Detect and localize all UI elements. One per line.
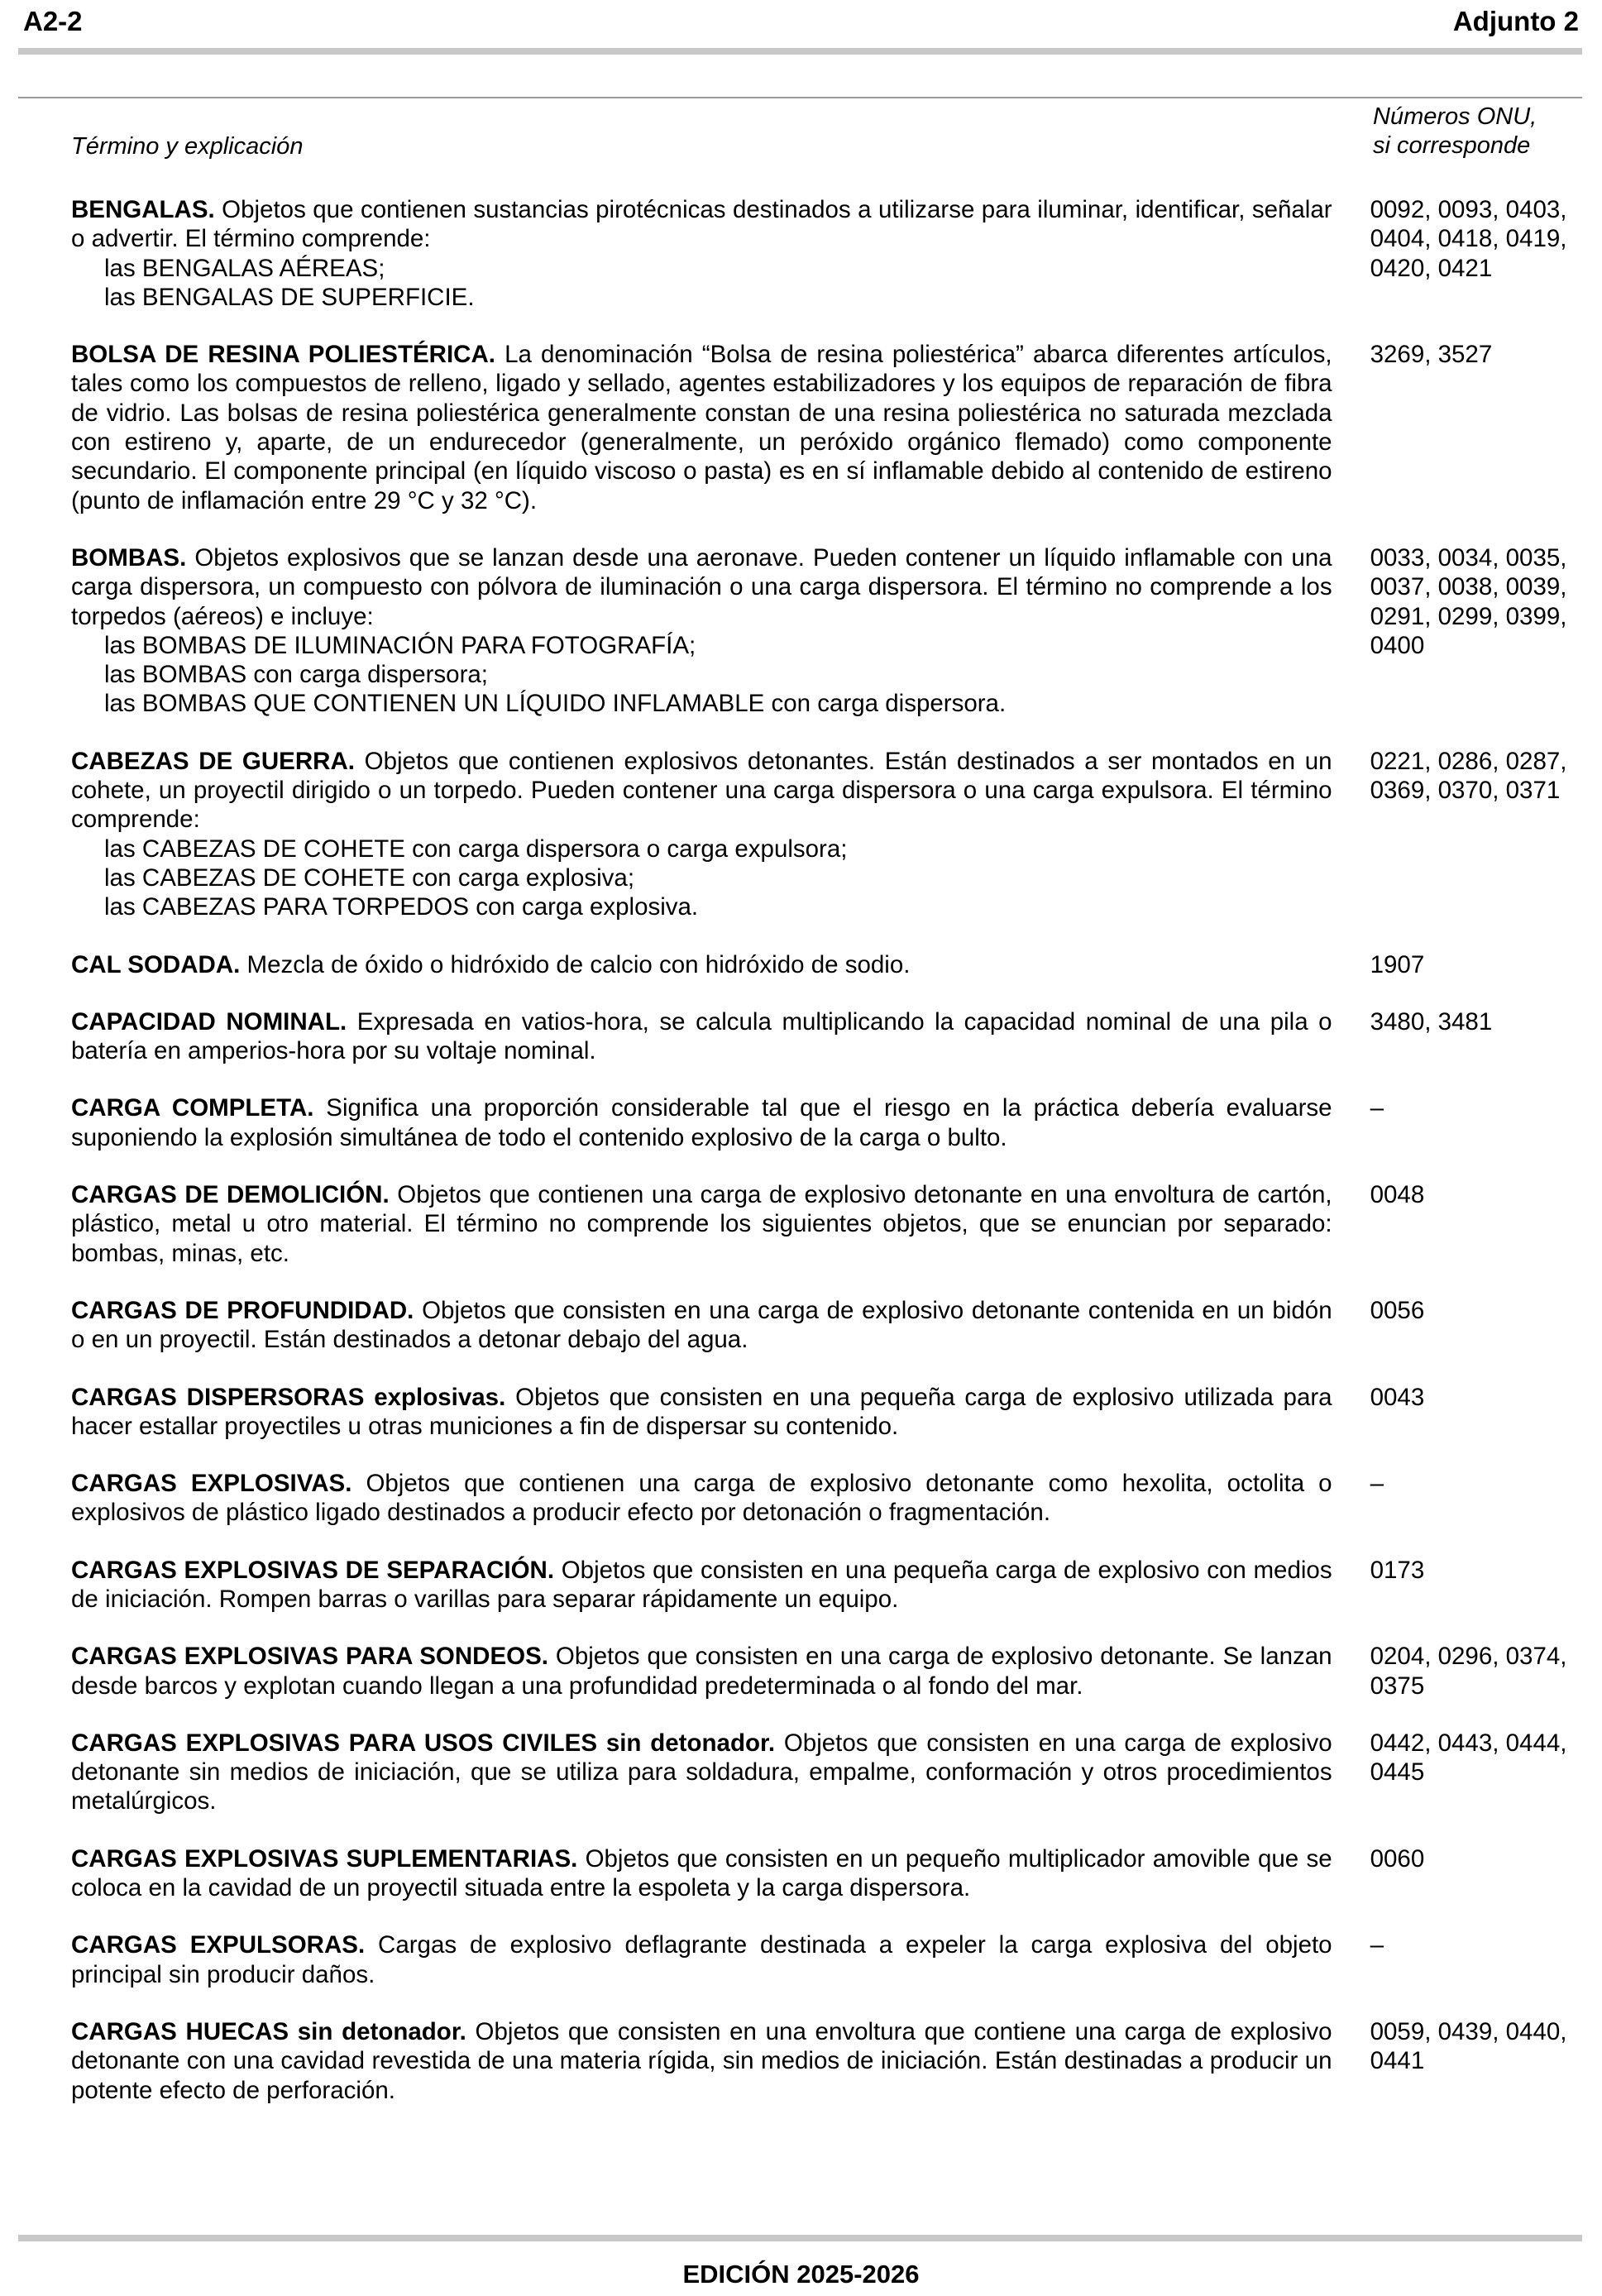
glossary-entry (71, 747, 1593, 922)
entry-term: CARGAS DISPERSORAS explosivas. (71, 1383, 506, 1411)
entry-term: CARGAS DE DEMOLICIÓN. (71, 1181, 390, 1209)
glossary-entry (71, 1556, 1593, 1614)
entry-description (71, 340, 1332, 515)
un-numbers: 0043 (1370, 1383, 1425, 1411)
un-numbers: – (1370, 1470, 1384, 1498)
entry-explanation: Objetos que consisten en un pequeño multiplicador amovible que se coloca en la cavidad de un proyectil situada entre la espoleta y la carga dispersora. (71, 1844, 1332, 1902)
entry-sub-item: las BOMBAS con carga dispersora; (104, 661, 489, 689)
term-column-heading: Término y explicación (71, 133, 304, 160)
glossary-entry (71, 340, 1593, 515)
glossary-entry (71, 1296, 1593, 1355)
edition-footer: EDICIÓN 2025-2026 (682, 2260, 920, 2289)
entry-term: BOLSA DE RESINA POLIESTÉRICA. (71, 341, 495, 369)
un-numbers: 0056 (1370, 1296, 1425, 1324)
glossary-entry (71, 1642, 1593, 1700)
glossary-entry (71, 1844, 1593, 1903)
entry-term: CARGAS EXPLOSIVAS PARA SONDEOS. (71, 1643, 548, 1671)
entry-explanation: Objetos que consisten en una carga de explosivo detonante contenida en un bidón o en un proyectil. Están destinados a detonar debajo del agua. (71, 1296, 1332, 1354)
entry-description (71, 543, 1332, 719)
entry-explanation: Objetos que contienen una carga de explosivo detonante como hexolita, octolita o explosivos de plástico ligado destinados a producir efecto por detonación o fragmentación. (71, 1470, 1332, 1527)
entry-explanation: Objetos que consisten en una pequeña carga de explosivo utilizada para hacer estallar proyectiles u otras municiones a fin de dispersar su contenido. (71, 1383, 1332, 1440)
entry-explanation: Objetos que consisten en una pequeña carga de explosivo con medios de iniciación. Rompen barras o varillas para separar rápidamente un equipo. (71, 1556, 1332, 1613)
entry-explanation: Expresada en vatios-hora, se calcula multiplicando la capacidad nominal de una pila o batería en amperios-hora por su voltaje nominal. (71, 1007, 1332, 1065)
entry-explanation: Cargas de explosivo deflagrante destinada a expeler la carga explosiva del objeto principal sin producir daños. (71, 1931, 1332, 1988)
entry-term: BOMBAS. (71, 543, 187, 572)
un-numbers: 0060 (1370, 1844, 1425, 1873)
entry-description (71, 1093, 1332, 1152)
entry-description (71, 1296, 1332, 1355)
glossary-entries (71, 195, 1593, 2133)
entry-explanation: Objetos que contienen explosivos detonantes. Están destinados a ser montados en un cohete, un proyectil dirigido o un torpedo. Pueden contener una carga dispersora o una carga expulsora. El término comprende: (71, 747, 1332, 834)
glossary-entry (71, 1180, 1593, 1268)
entry-term: CARGA COMPLETA. (71, 1094, 314, 1122)
entry-explanation: Objetos que contienen sustancias pirotécnicas destinados a utilizarse para iluminar, identificar, señalar o advertir. El término comprende: (71, 196, 1332, 253)
un-heading-line-1: Números ONU, (1373, 103, 1537, 130)
glossary-entry (71, 195, 1593, 312)
un-numbers: 0059, 0439, 0440, 0441 (1370, 2017, 1567, 2075)
entry-term: CARGAS EXPLOSIVAS DE SEPARACIÓN. (71, 1556, 555, 1584)
glossary-entry (71, 1383, 1593, 1442)
entry-description (71, 747, 1332, 922)
entry-term: CARGAS EXPLOSIVAS. (71, 1470, 352, 1498)
entry-description (71, 1642, 1332, 1700)
glossary-entry (71, 950, 1593, 979)
entry-term: CAPACIDAD NOMINAL. (71, 1007, 347, 1036)
entry-explanation: Objetos que consisten en una carga de explosivo detonante sin medios de iniciación, que se utiliza para soldadura, empalme, conformación y otros procedimientos metalúrgicos. (71, 1729, 1332, 1815)
entry-explanation: Objetos que contienen una carga de explosivo detonante en una envoltura de cartón, plástico, metal u otro material. El término no comprende los siguientes objetos, que se enuncian por separado: bombas, minas, etc. (71, 1181, 1332, 1267)
entry-description (71, 1469, 1332, 1528)
entry-description (71, 1844, 1332, 1903)
entry-description (71, 1556, 1332, 1614)
entry-term: CAL SODADA. (71, 950, 241, 978)
entry-description (71, 1007, 1332, 1066)
entry-sub-item: las BOMBAS DE ILUMINACIÓN PARA FOTOGRAFÍA; (104, 631, 696, 659)
entry-sub-item: las CABEZAS PARA TORPEDOS con carga explosiva. (104, 893, 699, 921)
entry-description (71, 2017, 1332, 2105)
un-numbers: 0092, 0093, 0403, 0404, 0418, 0419, 0420, 0421 (1370, 196, 1567, 282)
entry-description (71, 1180, 1332, 1268)
entry-term: CARGAS HUECAS sin detonador. (71, 2017, 466, 2045)
glossary-entry (71, 1093, 1593, 1152)
entry-description (71, 950, 1332, 979)
un-numbers: 3480, 3481 (1370, 1007, 1493, 1036)
glossary-entry (71, 2017, 1593, 2105)
entry-sub-item: las CABEZAS DE COHETE con carga explosiva; (104, 863, 635, 892)
glossary-entry (71, 1930, 1593, 1989)
entry-term: CARGAS EXPULSORAS. (71, 1931, 366, 1959)
un-numbers: 0442, 0443, 0444, 0445 (1370, 1729, 1567, 1787)
glossary-entry (71, 1007, 1593, 1066)
entry-description (71, 1383, 1332, 1442)
entry-explanation: La denominación “Bolsa de resina poliestérica” abarca diferentes artículos, tales como los compuestos de relleno, ligado y sellado, agentes estabilizadores y los equipos de reparación de fibra de vidrio. Las bolsas de resina poliestérica generalmente constan de una resina poliestérica no saturada mezclada con estireno y, aparte, de un endurecedor (generalmente, un peróxido orgánico flemado) como componente secundario. El componente principal (en líquido viscoso o pasta) es en sí inflamable debido al contenido de estireno (punto de inflamación entre 29 °C y 32 °C). (71, 341, 1332, 514)
entry-sub-item: las BOMBAS QUE CONTIENEN UN LÍQUIDO INFLAMABLE con carga dispersora. (104, 690, 1007, 718)
entry-description (71, 195, 1332, 312)
page-number: A2-2 (23, 6, 83, 36)
entry-sub-item: las BENGALAS AÉREAS; (104, 254, 385, 282)
entry-term: CARGAS EXPLOSIVAS SUPLEMENTARIAS. (71, 1844, 578, 1873)
entry-sub-item: las BENGALAS DE SUPERFICIE. (104, 283, 475, 311)
un-numbers: – (1370, 1094, 1384, 1122)
glossary-entry (71, 1729, 1593, 1816)
entry-term: CARGAS DE PROFUNDIDAD. (71, 1296, 414, 1324)
un-heading-line-2: si corresponde (1373, 132, 1531, 159)
entry-explanation: Significa una proporción considerable tal que el riesgo en la práctica debería evaluarse suponiendo la explosión simultánea de todo el contenido explosivo de la carga o bulto. (71, 1094, 1332, 1151)
attachment-label: Adjunto 2 (1452, 6, 1579, 36)
entry-explanation: Objetos que consisten en una carga de explosivo detonante. Se lanzan desde barcos y explotan cuando llegan a una profundidad predeterminada o al fondo del mar. (71, 1643, 1332, 1700)
un-numbers: 0221, 0286, 0287, 0369, 0370, 0371 (1370, 747, 1567, 805)
un-numbers: 0048 (1370, 1181, 1425, 1209)
header-divider (18, 48, 1582, 55)
entry-term: CARGAS EXPLOSIVAS PARA USOS CIVILES sin detonador. (71, 1729, 776, 1757)
entry-term: BENGALAS. (71, 196, 215, 223)
entry-description (71, 1930, 1332, 1989)
un-numbers: 1907 (1370, 950, 1425, 978)
entry-explanation: Mezcla de óxido o hidróxido de calcio con hidróxido de sodio. (240, 950, 911, 978)
un-numbers: 3269, 3527 (1370, 341, 1493, 369)
glossary-entry (71, 543, 1593, 719)
table-top-rule (18, 97, 1582, 98)
un-numbers: 0033, 0034, 0035, 0037, 0038, 0039, 0291, 0299, 0399, 0400 (1370, 543, 1567, 659)
un-column-heading (1373, 103, 1537, 160)
entry-sub-item: las CABEZAS DE COHETE con carga dispersora o carga expulsora; (104, 835, 848, 863)
entry-explanation: Objetos que consisten en una envoltura que contiene una carga de explosivo detonante con una cavidad revestida de una materia rígida, sin medios de iniciación. Están destinadas a producir un potente efecto de perforación. (71, 2017, 1332, 2104)
footer-divider (18, 2235, 1582, 2241)
un-numbers: 0173 (1370, 1556, 1425, 1584)
un-numbers: 0204, 0296, 0374, 0375 (1370, 1643, 1567, 1700)
entry-explanation: Objetos explosivos que se lanzan desde una aeronave. Pueden contener un líquido inflamable con una carga dispersora, un compuesto con pólvora de iluminación o una carga dispersora. El término no comprende a los torpedos (aéreos) e incluye: (71, 543, 1332, 630)
un-numbers: – (1370, 1931, 1384, 1959)
entry-term: CABEZAS DE GUERRA. (71, 747, 355, 775)
glossary-entry (71, 1469, 1593, 1528)
entry-description (71, 1729, 1332, 1816)
